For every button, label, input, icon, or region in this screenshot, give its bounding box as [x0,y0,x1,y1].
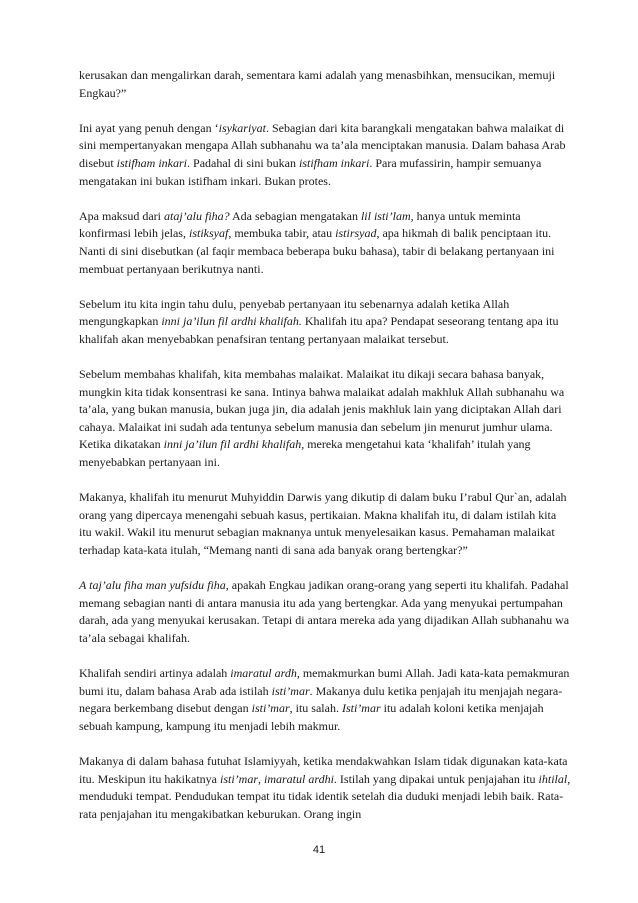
italic-term: ataj’alu fiha? [163,208,230,223]
text-run: Khalifah sendiri artinya adalah [79,666,231,681]
paragraph [79,753,571,823]
text-run: . Para mufassirin, hampir semuanya mengatakan ini bukan istifham inkari. Bukan protes. [79,155,542,188]
paragraph [79,120,571,190]
paragraph [79,489,571,559]
text-run: Apa maksud dari [79,208,164,223]
text-run: . Makanya dulu ketika penjajah itu menjajah negara-negara berkembang disebut dengan [79,683,563,716]
italic-term: isti’mar [271,683,310,698]
italic-term: istifham inkari [116,155,188,170]
text-run: , apa hikmah di balik penciptaan itu. Nanti di sini disebutkan (al faqir membaca beberapa buku bahasa), tabir di belakang pertanyaan ini membuat pertanyaan berikutnya nanti. [79,226,555,276]
text-run: , itu salah. [289,701,342,716]
text-run: apakah Engkau jadikan orang-orang yang seperti itu khalifah. Padahal memang sebagian nanti di antara manusia itu ada yang bertengkar. Ada yang menyukai pertumpahan darah, ada yang menyukai kerusakan. Tetapi di antara mereka ada yang dijadikan Allah subhanahu wa ta’ala sebagai khalifah. [79,578,570,645]
text-run: itu adalah koloni ketika menjajah sebuah kampung, kampung itu menjadi lebih makmur. [79,701,544,733]
italic-term: ihtilal [538,771,568,786]
text-run: mereka mengetahui kata ‘khalifah’ itulah yang menyebabkan pertanyaan ini. [79,437,531,470]
text-run: . Sebagian dari kita barangkali mengatakan bahwa malaikat di sini mempertanyakan mengapa Allah subhanahu wa ta’ala menciptakan manusia. Dalam bahasa Arab disebut [79,120,566,170]
text-run: . Istilah yang dipakai untuk penjajahan itu [333,771,539,786]
italic-term: isykariyat [218,120,266,135]
italic-term: istifham inkari [299,155,370,170]
italic-term: isti’mar [251,701,290,716]
text-run: Ini ayat yang penuh dengan ‘ [79,120,219,135]
text-run: , [258,771,264,786]
text-run: , menduduki tempat. Pendudukan tempat itu tidak identik setelah dia duduki menjadi lebih baik. Rata-rata penjajahan itu mengakibatkan keburukan. Orang ingin [79,771,571,821]
italic-term: imaratul ardhi [264,771,334,786]
text-run: kerusakan dan mengalirkan darah, sementara kami adalah yang menasbihkan, mensucikan, memuji Engkau?” [79,68,556,100]
text-run: , membuka tabir, atau [228,226,336,241]
paragraph [79,208,571,278]
text-run: Khalifah itu apa? Pendapat seseorang tentang apa itu khalifah akan menyebabkan penafsiran tentang pertanyaan malaikat tersebut. [79,314,559,346]
italic-term: lil isti’lam, [360,208,414,223]
paragraph [79,665,571,735]
paragraph [79,67,571,102]
text-run: Sebelum itu kita ingin tahu dulu, penyebab pertanyaan itu sebenarnya adalah ketika Allah mengungkapkan [79,296,510,329]
text-run: memakmurkan bumi Allah. Jadi kata-kata pemakmuran bumi itu, dalam bahasa Arab ada istilah [79,666,570,698]
paragraph [79,296,571,349]
text-run: Sebelum membahas khalifah, kita membahas malaikat. Malaikat itu dikaji secara bahasa banyak, mungkin kita tidak konsentrasi ke sana. Intinya bahwa malaikat adalah makhluk Allah subhanahu wa ta’ala, yang bukan manusia, bukan juga jin, dia adalah jenis makhluk lain yang diciptakan Allah dari cahaya. Malaikat ini sudah ada tentunya sebelum manusia dan sebelum jin menurut jumhur ulama. Ketika dikatakan [79,367,565,452]
italic-term: istiksyaf [188,226,229,241]
italic-term: isti’mar [219,771,258,786]
text-run: hanya untuk meminta konfirmasi lebih jelas, [79,208,521,241]
page-number: 41 [312,844,326,856]
paragraph [79,577,571,647]
text-run: Ada sebagian mengatakan [229,208,361,223]
text-run: Makanya di dalam bahasa futuhat Islamiyyah, ketika mendakwahkan Islam tidak digunakan kata-kata itu. Meskipun itu hakikatnya [79,754,568,786]
paragraph [79,366,571,472]
italic-term: inni ja’ilun fil ardhi khalifah. [161,314,302,329]
text-run: . Padahal di sini bukan [187,155,299,170]
italic-term: imaratul ardh, [230,666,300,681]
italic-term: inni ja’ilun fil ardhi khalifah, [163,437,305,452]
italic-term: istirsyad [335,226,377,241]
text-run: Makanya, khalifah itu menurut Muhyiddin Darwis yang dikutip di dalam buku I’rabul Qur`an, adalah orang yang dipercaya menengahi sebuah kasus, pertikaian. Makna khalifah itu, di dalam istilah kita itu wakil. Wakil itu menurut sebagian maknanya untuk menyelesaikan kasus. Pemahaman malaikat terhadap kata-kata itulah, “Memang nanti di sana ada banyak orang bertengkar?” [79,490,567,558]
italic-term: A taj’alu fiha man yufsidu fiha, [79,578,229,593]
body-text [79,67,571,841]
italic-term: Isti’mar [341,701,381,716]
